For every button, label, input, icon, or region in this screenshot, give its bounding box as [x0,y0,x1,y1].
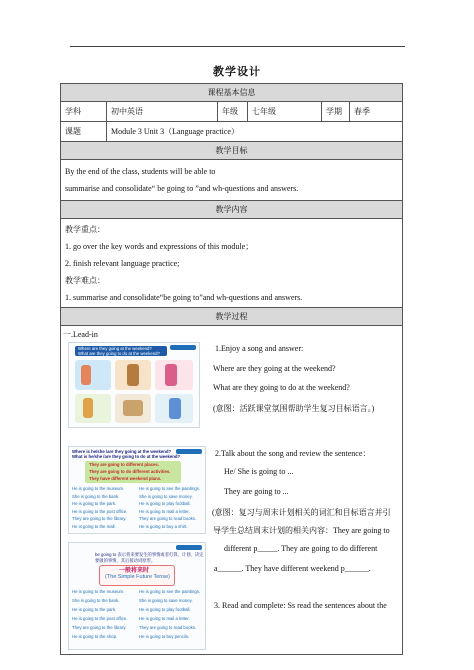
grade-label: 年级 [218,102,248,122]
shopper-figure-image [169,398,181,419]
section-header-basic-info: 课程基本信息 [61,84,403,102]
slide2-right-sentence-2: She is going to save money. [139,493,193,499]
slide2-left-sentence-5: They are going to the library. [72,516,127,521]
slide3-right-sentence-5: They are going to read books. [139,625,197,630]
step2-fill-2: a______. They have different weekend p______. [214,564,371,573]
slide2-right-sentence-6: He is going to buy a shirt. [139,523,188,529]
term-value: 春季 [350,102,403,122]
difficult-points-label: 教学难点： [65,275,105,285]
section-header-content: 教学内容 [61,201,403,219]
slide2-right-sentence-5: They are going to read books. [139,516,197,521]
section-header-objectives: 教学目标 [61,142,403,160]
parcel-image [123,400,143,416]
objectives-line-2: summarise and consolidate“ be going to ”and wh-questions and answers. [65,184,299,193]
slide3-left-sentence-5: They are going to the library. [72,625,127,630]
slide-review-sentences [68,446,206,534]
slide3-rule-line-2: 要做的事情，其后接动词原形。 [95,558,156,563]
step2-title: 2.Talk about the song and review the sentence： [215,449,371,458]
slide2-question-1: Where is he/she /are they going at the weekend? [72,449,172,454]
step1-question-2: What are they going to do at the weekend? [213,383,350,392]
step1-title: 1.Enjoy a song and answer: [215,344,304,353]
step3-title: 3. Read and complete: Ss read the sentences about the [214,601,387,610]
slide3-right-sentence-6: He is going to buy pencils. [139,634,190,639]
slide2-question-2: What is he/she /are they going to do at the weekend? [72,454,181,459]
section-header-process: 教学过程 [61,308,403,326]
girl-figure-image [81,365,91,385]
library-scene-image [75,394,111,423]
key-point-1: 1. go over the key words and expressions of this module； [65,241,254,251]
document-title: 教学设计 [213,66,261,78]
step2-note-1: (意图：复习与周末计划相关的词汇和目标语言并引 [212,508,391,517]
slide2-left-sentence-6: He is going to the mall. [72,523,116,529]
slide1-question-2: What are they going to do at the weekend? [78,351,160,356]
slide2-summary-2: They are going to do different activities. [89,469,171,474]
slide2-left-sentence-3: He is going to the park. [72,501,117,506]
slide3-en-title: (The Simple Future Tense) [105,574,171,580]
slide2-right-sentence-3: He is going to play football. [139,501,191,506]
publisher-logo [176,545,202,550]
lead-in-heading: 一.Lead-in [63,330,98,339]
slide-song [68,342,200,428]
subject-label: 学科 [61,102,107,122]
woman-figure-image [165,364,177,386]
slide3-left-sentence-4: He is going to the post office. [72,616,128,621]
key-point-2: 2. finish relevant language practice; [65,258,180,268]
slide1-question-1: Where are they going at the weekend? [78,346,152,351]
top-rule [70,46,405,47]
slide3-right-sentence-4: He is going to mail a letter. [139,616,190,621]
slide-future-tense [68,542,206,650]
slide3-left-sentence-2: She is going to the bank. [72,598,120,603]
step2-sentence-2: They are going to ... [224,487,289,496]
subject-value: 初中英语 [107,102,218,122]
slide3-right-sentence-2: She is going to save money. [139,598,193,603]
term-label: 学期 [322,102,350,122]
publisher-logo [170,345,196,350]
boy-figure-image [127,364,139,386]
grade-value: 七年级 [248,102,322,122]
topic-value: Module 3 Unit 3（Language practice） [107,122,403,142]
step1-question-1: Where are they going at the weekend? [213,364,336,373]
slide3-rule-line-1: be going to 表示将来要发生的事情或者打算、计划、决定 [95,552,204,557]
slide2-summary-1: They are going to different places. [89,462,159,467]
slide2-left-sentence-4: He is going to the post office. [72,508,128,514]
topic-label: 课题 [61,122,107,142]
lesson-plan-table [60,83,403,655]
slide2-summary-3: They have different weekend plans. [89,476,162,481]
content-cell [61,219,403,308]
step2-fill-1: different p_____. They are going to do different [224,544,378,553]
objectives-line-1: By the end of the class, students will be able to [65,167,216,176]
difficult-point-1: 1. summarise and consolidate“be going to”and wh-questions and answers. [65,292,303,302]
slide3-right-sentence-3: He is going to play football. [139,607,191,612]
slide2-left-sentence-1: He is going to the museum. [72,486,125,491]
child-figure-image [83,398,93,418]
slide3-cn-title: 一般将来时 [119,568,150,574]
slide2-right-sentence-4: He is going to mail a letter. [139,508,190,514]
process-cell [61,326,403,655]
step2-sentence-1: He/ She is going to ... [224,467,294,476]
slide3-right-sentence-1: He is going to see the paintings. [139,589,201,594]
slide2-left-sentence-2: She is going to the bank. [72,493,120,499]
slide3-left-sentence-3: He is going to the park. [72,607,117,612]
slide3-left-sentence-6: He is going to the shop. [72,634,118,639]
key-points-label: 教学重点： [65,224,105,234]
objectives-cell [61,160,403,201]
slide2-right-sentence-1: He is going to see the paintings. [139,486,201,491]
slide3-left-sentence-1: He is going to the museum. [72,589,125,594]
step2-note-2: 导学生总结周末计划的相关内容：They are going to [213,526,390,535]
step1-note: (意图：活跃课堂氛围帮助学生复习目标语言。) [213,404,375,413]
